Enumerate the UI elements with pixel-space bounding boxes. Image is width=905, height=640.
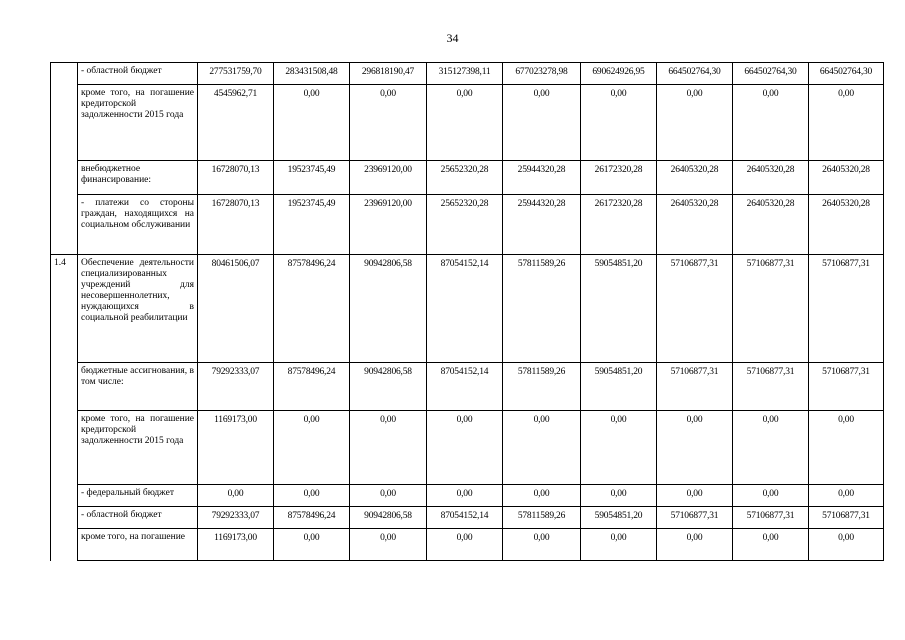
table-row <box>51 161 884 195</box>
value-cell: 59054851,20 <box>581 507 657 529</box>
value-cell: 277531759,70 <box>198 63 274 85</box>
value-cell: 0,00 <box>581 85 657 161</box>
value-cell: 57106877,31 <box>733 255 809 363</box>
value-cell: 0,00 <box>581 411 657 485</box>
value-cell: 16728070,13 <box>198 161 274 195</box>
value-cell: 0,00 <box>274 485 350 507</box>
value-cell: 87054152,14 <box>427 363 503 411</box>
table-row <box>51 85 884 161</box>
value-cell: 0,00 <box>198 485 274 507</box>
row-name-cell: - областной бюджет <box>78 63 198 85</box>
value-cell: 0,00 <box>733 411 809 485</box>
value-cell: 0,00 <box>733 485 809 507</box>
value-cell: 26405320,28 <box>657 161 733 195</box>
row-name-cell: бюджетные ассигнования, в том числе: <box>78 363 198 411</box>
value-cell: 26172320,28 <box>581 195 657 255</box>
value-cell: 0,00 <box>350 529 427 561</box>
value-cell: 87578496,24 <box>274 507 350 529</box>
value-cell: 87578496,24 <box>274 363 350 411</box>
value-cell: 57106877,31 <box>809 507 884 529</box>
value-cell: 87054152,14 <box>427 255 503 363</box>
value-cell: 0,00 <box>427 529 503 561</box>
value-cell: 0,00 <box>427 85 503 161</box>
table-row <box>51 507 884 529</box>
page-number: 34 <box>446 31 459 45</box>
value-cell: 26405320,28 <box>733 195 809 255</box>
value-cell: 0,00 <box>581 529 657 561</box>
value-cell: 57106877,31 <box>809 255 884 363</box>
value-cell: 0,00 <box>274 529 350 561</box>
value-cell: 4545962,71 <box>198 85 274 161</box>
value-cell: 0,00 <box>657 85 733 161</box>
value-cell: 19523745,49 <box>274 195 350 255</box>
value-cell: 664502764,30 <box>733 63 809 85</box>
value-cell: 25944320,28 <box>503 161 581 195</box>
value-cell: 25652320,28 <box>427 161 503 195</box>
value-cell: 23969120,00 <box>350 161 427 195</box>
table-row <box>51 485 884 507</box>
value-cell: 0,00 <box>733 85 809 161</box>
row-index-cell <box>51 363 78 411</box>
row-name-cell: внебюджетное финансирование: <box>78 161 198 195</box>
value-cell: 59054851,20 <box>581 255 657 363</box>
value-cell: 0,00 <box>581 485 657 507</box>
value-cell: 0,00 <box>427 485 503 507</box>
value-cell: 0,00 <box>503 485 581 507</box>
value-cell: 0,00 <box>503 85 581 161</box>
value-cell: 0,00 <box>657 485 733 507</box>
value-cell: 57811589,26 <box>503 507 581 529</box>
value-cell: 79292333,07 <box>198 363 274 411</box>
value-cell: 0,00 <box>350 85 427 161</box>
row-name-cell: кроме того, на погашение кредиторской задолженности 2015 года <box>78 411 198 485</box>
value-cell: 0,00 <box>733 529 809 561</box>
value-cell: 25944320,28 <box>503 195 581 255</box>
value-cell: 90942806,58 <box>350 255 427 363</box>
value-cell: 0,00 <box>809 485 884 507</box>
value-cell: 0,00 <box>657 411 733 485</box>
value-cell: 0,00 <box>274 85 350 161</box>
table-row <box>51 63 884 85</box>
value-cell: 57106877,31 <box>657 255 733 363</box>
value-cell: 57106877,31 <box>657 363 733 411</box>
value-cell: 19523745,49 <box>274 161 350 195</box>
row-index-cell <box>51 195 78 255</box>
value-cell: 315127398,11 <box>427 63 503 85</box>
value-cell: 57106877,31 <box>657 507 733 529</box>
value-cell: 26405320,28 <box>809 195 884 255</box>
value-cell: 26405320,28 <box>733 161 809 195</box>
row-index-cell <box>51 507 78 529</box>
row-index-cell <box>51 411 78 485</box>
row-name-cell: кроме того, на погашение <box>78 529 198 561</box>
value-cell: 57106877,31 <box>733 363 809 411</box>
row-name-cell: кроме того, на погашение кредиторской задолженности 2015 года <box>78 85 198 161</box>
row-name-cell: - федеральный бюджет <box>78 485 198 507</box>
value-cell: 0,00 <box>274 411 350 485</box>
value-cell: 87578496,24 <box>274 255 350 363</box>
value-cell: 0,00 <box>657 529 733 561</box>
row-index-cell <box>51 529 78 561</box>
budget-table <box>50 62 884 561</box>
budget-table-body <box>51 63 884 561</box>
value-cell: 57811589,26 <box>503 255 581 363</box>
row-index-cell <box>51 161 78 195</box>
row-name-cell: - областной бюджет <box>78 507 198 529</box>
value-cell: 26405320,28 <box>657 195 733 255</box>
value-cell: 0,00 <box>350 411 427 485</box>
value-cell: 0,00 <box>427 411 503 485</box>
value-cell: 0,00 <box>350 485 427 507</box>
row-index-cell: 1.4 <box>51 255 78 363</box>
value-cell: 57106877,31 <box>809 363 884 411</box>
value-cell: 0,00 <box>503 529 581 561</box>
value-cell: 664502764,30 <box>657 63 733 85</box>
value-cell: 0,00 <box>503 411 581 485</box>
table-row <box>51 363 884 411</box>
value-cell: 26405320,28 <box>809 161 884 195</box>
row-name-cell: - платежи со стороны граждан, находящихся на социальном обслуживании <box>78 195 198 255</box>
value-cell: 59054851,20 <box>581 363 657 411</box>
table-row <box>51 255 884 363</box>
value-cell: 90942806,58 <box>350 363 427 411</box>
value-cell: 26172320,28 <box>581 161 657 195</box>
value-cell: 23969120,00 <box>350 195 427 255</box>
value-cell: 1169173,00 <box>198 529 274 561</box>
value-cell: 57811589,26 <box>503 363 581 411</box>
value-cell: 296818190,47 <box>350 63 427 85</box>
value-cell: 664502764,30 <box>809 63 884 85</box>
row-index-cell <box>51 485 78 507</box>
value-cell: 80461506,07 <box>198 255 274 363</box>
row-name-cell: Обеспечение деятельности специализированных учреждений для несовершеннолетних, нуждающихся в социальной реабилитации <box>78 255 198 363</box>
row-index-cell <box>51 63 78 85</box>
value-cell: 16728070,13 <box>198 195 274 255</box>
value-cell: 690624926,95 <box>581 63 657 85</box>
value-cell: 0,00 <box>809 529 884 561</box>
value-cell: 87054152,14 <box>427 507 503 529</box>
table-row <box>51 195 884 255</box>
table-row <box>51 529 884 561</box>
value-cell: 677023278,98 <box>503 63 581 85</box>
value-cell: 79292333,07 <box>198 507 274 529</box>
value-cell: 57106877,31 <box>733 507 809 529</box>
table-row <box>51 411 884 485</box>
value-cell: 25652320,28 <box>427 195 503 255</box>
value-cell: 0,00 <box>809 411 884 485</box>
value-cell: 0,00 <box>809 85 884 161</box>
value-cell: 1169173,00 <box>198 411 274 485</box>
value-cell: 283431508,48 <box>274 63 350 85</box>
value-cell: 90942806,58 <box>350 507 427 529</box>
row-index-cell <box>51 85 78 161</box>
